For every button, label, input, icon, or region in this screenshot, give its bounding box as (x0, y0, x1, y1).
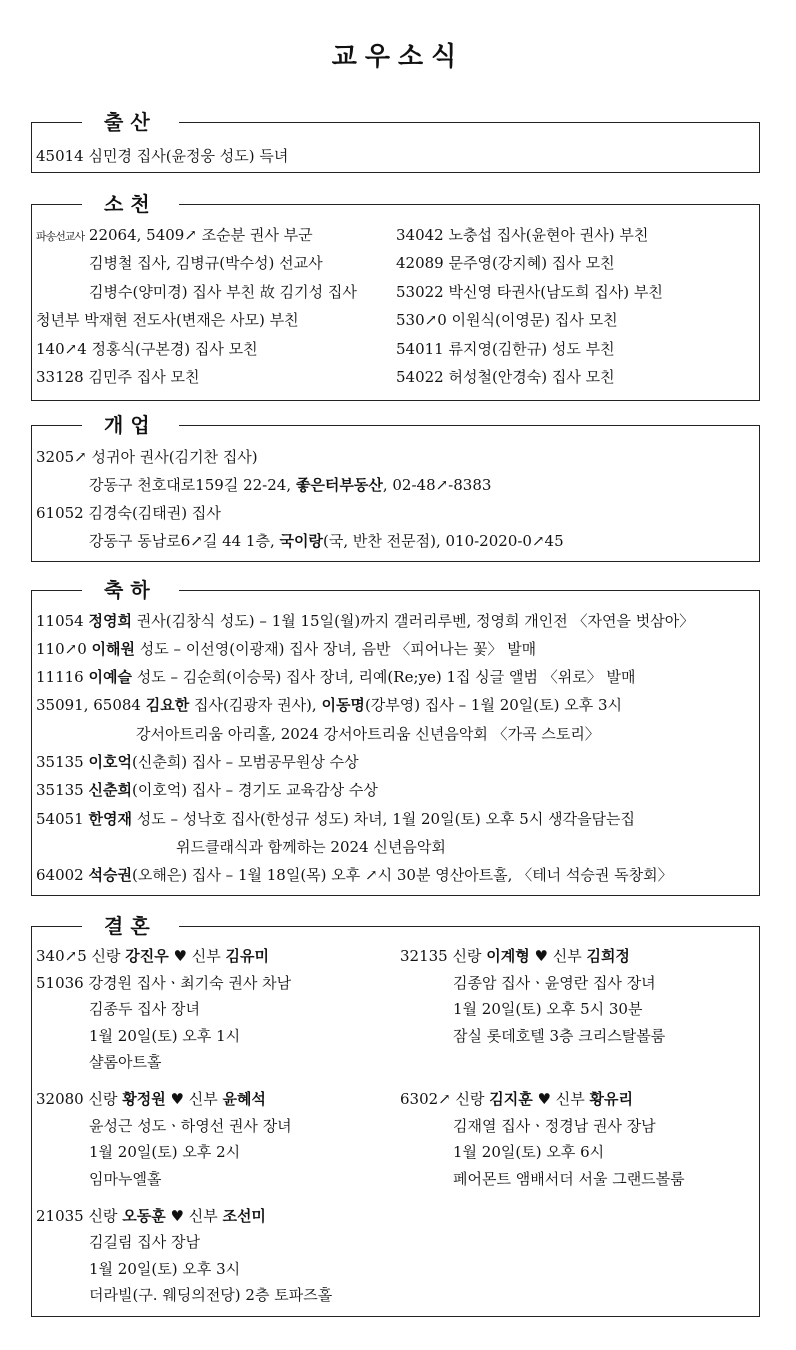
wedding-detail: 김종두 집사 장녀 (89, 1000, 200, 1018)
wedding-couple: 32080 신랑 황정원 ♥ 신부 윤혜석 (36, 1090, 266, 1108)
wedding-detail: 51036 강경원 집사ㆍ최기숙 권사 차남 (36, 974, 292, 992)
section-heading-funeral: 소천 (82, 191, 179, 217)
wedding-detail: 잠실 롯데호텔 3층 크리스탈볼룸 (453, 1027, 666, 1045)
congrats-entry: 11116 이예슬 성도 – 김순희(이승묵) 집사 장녀, 리예(Re;ye) 1집 싱글 앨범 〈위로〉 발매 (36, 668, 636, 686)
funeral-entry: 54022 허성철(안경숙) 집사 모친 (396, 368, 615, 386)
section-heading-congrats: 축하 (82, 577, 179, 603)
funeral-entry: 34042 노충섭 집사(윤현아 권사) 부친 (396, 226, 649, 244)
congrats-entry: 위드클래식과 함께하는 2024 신년음악회 (176, 838, 446, 856)
congrats-entry: 110↗0 이해원 성도 – 이선영(이광재) 집사 장녀, 음반 〈피어나는 꽃〉 발매 (36, 640, 537, 658)
congrats-entry: 54051 한영재 성도 – 성낙호 집사(한성규 성도) 차녀, 1월 20일(토) 오후 5시 생각을담는집 (36, 810, 636, 828)
heart-icon: ♥ 신부 (165, 1090, 223, 1108)
missionary-label: 파송선교사 (36, 230, 85, 243)
wedding-detail: 샬롬아트홀 (89, 1053, 162, 1071)
wedding-detail: 1월 20일(토) 오후 2시 (89, 1143, 241, 1161)
opening-entry: 61052 김경숙(김태권) 집사 (36, 504, 221, 522)
wedding-couple: 32135 신랑 이계형 ♥ 신부 김희정 (400, 947, 630, 965)
business-name: 좋은터부동산 (295, 476, 383, 494)
congrats-entry: 35135 신춘희(이호억) 집사 – 경기도 교육감상 수상 (36, 781, 378, 799)
congrats-entry: 35091, 65084 김요한 집사(김광자 권사), 이동명(강부영) 집사 – 1월 20일(토) 오후 3시 (36, 696, 623, 714)
wedding-detail: 1월 20일(토) 오후 6시 (453, 1143, 605, 1161)
heart-icon: ♥ 신부 (532, 1090, 590, 1108)
funeral-entry: 청년부 박재현 전도사(변재은 사모) 부친 (36, 311, 299, 329)
wedding-detail: 윤성근 성도ㆍ하영선 권사 장녀 (89, 1117, 292, 1135)
wedding-couple: 21035 신랑 오동훈 ♥ 신부 조선미 (36, 1207, 266, 1225)
funeral-entry: 42089 문주영(강지혜) 집사 모친 (396, 254, 615, 272)
section-heading-opening: 개업 (82, 412, 179, 438)
section-funeral (31, 192, 760, 401)
funeral-entry: 54011 류지영(김한규) 성도 부친 (396, 340, 615, 358)
heart-icon: ♥ 신부 (529, 947, 587, 965)
wedding-detail: 1월 20일(토) 오후 3시 (89, 1260, 241, 1278)
wedding-detail: 임마누엘홀 (89, 1170, 162, 1188)
funeral-entry: 김병철 집사, 김병규(박수성) 선교사 (89, 254, 323, 272)
opening-entry: 강동구 천호대로159길 22-24, 좋은터부동산, 02-48↗-8383 (89, 476, 492, 494)
wedding-detail: 김재열 집사ㆍ정경남 권사 장남 (453, 1117, 656, 1135)
section-congrats (31, 578, 760, 896)
birth-entry: 45014 심민경 집사(윤정웅 성도) 득녀 (36, 147, 289, 165)
heart-icon: ♥ 신부 (168, 947, 226, 965)
funeral-entry: 파송선교사 22064, 5409↗ 조순분 권사 부군 (36, 226, 313, 244)
wedding-detail: 1월 20일(토) 오후 1시 (89, 1027, 241, 1045)
funeral-entry: 33128 김민주 집사 모친 (36, 368, 200, 386)
congrats-entry: 35135 이호억(신춘희) 집사 – 모범공무원상 수상 (36, 753, 359, 771)
congrats-entry: 11054 정영희 권사(김창식 성도) – 1월 15일(월)까지 갤러리루벤, 정영희 개인전 〈자연을 벗삼아〉 (36, 612, 695, 630)
section-opening (31, 413, 760, 562)
funeral-entry: 53022 박신영 타권사(남도희 집사) 부친 (396, 283, 663, 301)
section-birth (31, 110, 760, 173)
page-title: 교우소식 (331, 42, 465, 72)
opening-entry: 3205↗ 성귀아 권사(김기찬 집사) (36, 448, 258, 466)
funeral-entry: 140↗4 정홍식(구본경) 집사 모친 (36, 340, 258, 358)
business-name: 국이랑 (279, 532, 323, 550)
congrats-entry: 64002 석승권(오해은) 집사 – 1월 18일(목) 오후 ↗시 30분 영산아트홀, 〈테너 석승권 독창회〉 (36, 866, 673, 884)
section-heading-birth: 출산 (82, 109, 179, 135)
congrats-entry: 강서아트리움 아리홀, 2024 강서아트리움 신년음악회 〈가곡 스토리〉 (136, 725, 600, 743)
funeral-entry: 김병수(양미경) 집사 부친 故 김기성 집사 (89, 283, 357, 301)
opening-entry: 강동구 동남로6↗길 44 1층, 국이랑(국, 반찬 전문점), 010-2020-0↗45 (89, 532, 564, 550)
wedding-detail: 김종암 집사ㆍ윤영란 집사 장녀 (453, 974, 656, 992)
wedding-detail: 더라빌(구. 웨딩의전당) 2층 토파즈홀 (89, 1286, 333, 1304)
wedding-detail: 김길림 집사 장남 (89, 1233, 200, 1251)
wedding-detail: 페어몬트 앰배서더 서울 그랜드볼룸 (453, 1170, 685, 1188)
section-heading-wedding: 결혼 (82, 913, 179, 939)
wedding-couple: 6302↗ 신랑 김지훈 ♥ 신부 황유리 (400, 1090, 633, 1108)
funeral-entry: 530↗0 이원식(이영문) 집사 모친 (396, 311, 618, 329)
section-wedding (31, 914, 760, 1317)
heart-icon: ♥ 신부 (165, 1207, 223, 1225)
wedding-detail: 1월 20일(토) 오후 5시 30분 (453, 1000, 643, 1018)
wedding-couple: 340↗5 신랑 강진우 ♥ 신부 김유미 (36, 947, 269, 965)
